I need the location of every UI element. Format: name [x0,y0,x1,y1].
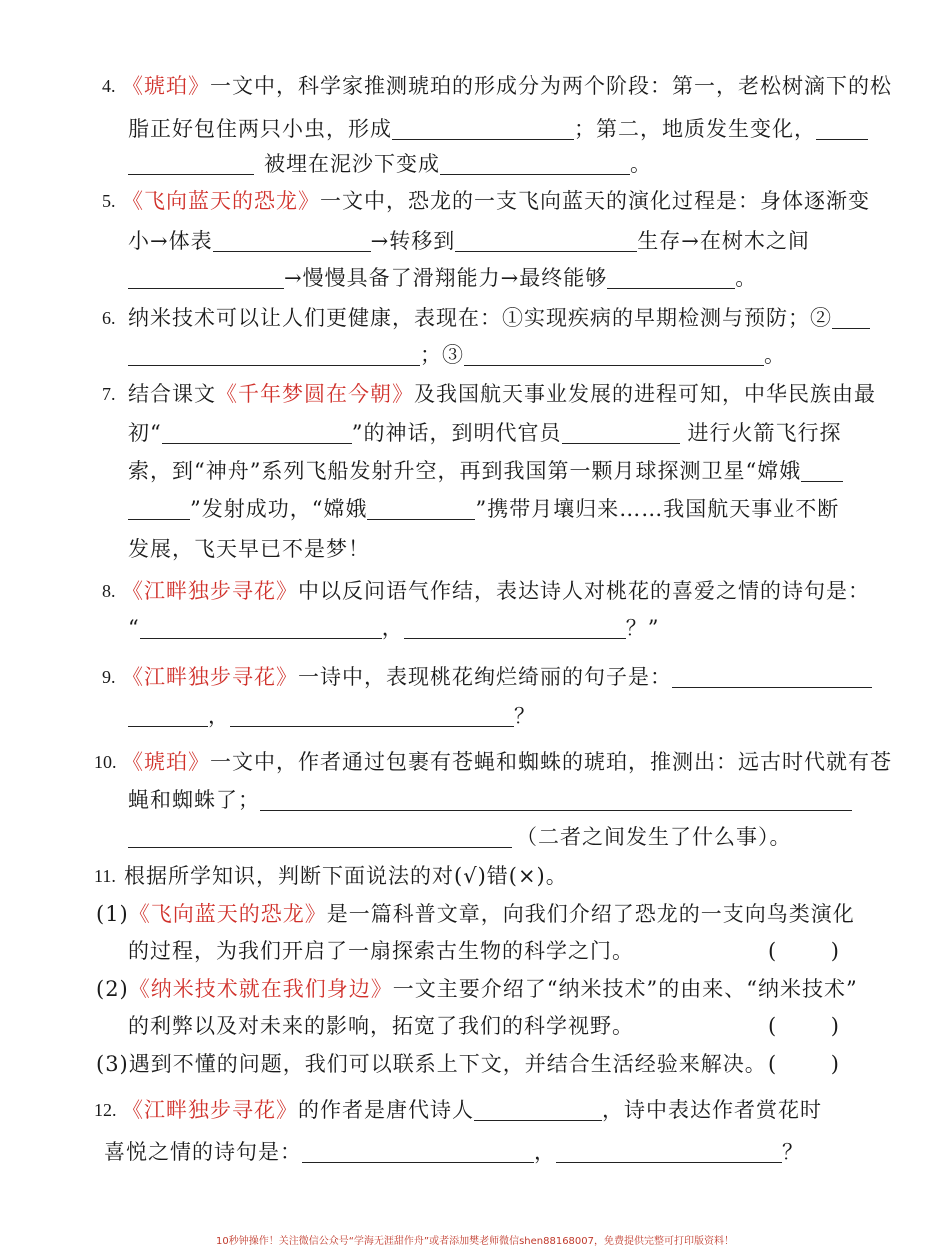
q11-s2-answer-box[interactable]: ( ) [768,1014,840,1038]
q12-lesson-title: 《江畔独步寻花》 [122,1098,298,1122]
q12-blank-3[interactable] [556,1140,782,1163]
q10-number: 10. [94,752,117,772]
q4-lesson-title: 《琥珀》 [122,74,210,98]
q11-s1-lesson-title: 《飞向蓝天的恐龙》 [128,902,327,926]
q7-number: 7. [102,384,116,404]
q12-blank-1[interactable] [474,1098,602,1121]
q6-blank-1[interactable] [832,306,870,329]
q4-blank-1[interactable] [392,117,574,140]
q8-blank-2[interactable] [404,616,626,639]
q5-blank-1[interactable] [213,229,371,252]
q5-blank-2[interactable] [455,229,637,252]
q11-s1-answer-box[interactable]: ( ) [768,939,840,963]
footer-note: 10秒钟操作！关注微信公众号“学海无涯甜作舟”或者添加樊老师微信shen88168007，免费提供完整可打印版资料！ [215,1236,735,1247]
q7-blank-3[interactable] [801,459,843,482]
q11-s2-lesson-title: 《纳米技术就在我们身边》 [128,977,393,1001]
q4-blank-4[interactable] [440,152,630,175]
q6-number: 6. [102,308,116,328]
q9-blank-2[interactable] [128,704,208,727]
q5-blank-3[interactable] [128,266,284,289]
q12-number: 12. [94,1100,117,1120]
q10-lesson-title: 《琥珀》 [122,750,210,774]
q7-blank-5[interactable] [367,497,475,520]
q4-blank-2[interactable] [816,117,868,140]
q10-blank-2[interactable] [128,825,512,848]
q5-lesson-title: 《飞向蓝天的恐龙》 [122,189,320,213]
q11-s3-answer-box[interactable]: ( ) [768,1052,840,1076]
q4-number: 4. [102,76,116,96]
q8-number: 8. [102,581,116,601]
q4-text: 一文中，科学家推测琥珀的形成分为两个阶段：第一，老松树滴下的松 [210,74,892,98]
q12-blank-2[interactable] [302,1140,534,1163]
q8-blank-1[interactable] [140,616,382,639]
worksheet-page: 4. 《琥珀》一文中，科学家推测琥珀的形成分为两个阶段：第一，老松树滴下的松 脂正好包住两只小虫，形成 ；第二，地质发生变化， 被埋在泥沙下变成 。 5. 《飞向蓝天的恐龙》一文中，恐龙的一支飞向蓝天的演化过程是：身体逐渐变 小→体表 →转移到 生存→在树木之间 →慢慢具备了滑翔能力→最终能够 。 6. 纳米技术可以让人们更健康，表现在：①实现疾病的早期检测与预防；② ；③ 。 7. 结合课文《千年梦圆在今朝》及我国航天事业发展的进程可知，中华民族由最 初“ ”的神话，到明代官员 进行火箭飞行探 索，到“神舟”系列飞船发射升空，再到我国第一颗月球探测卫星“嫦娥 ”发射成功，“嫦娥 ”携带月壤归来……我国航天事业不断 发展，飞天早已不是梦！ 8. 《江畔独步寻花》中以反问语气作结，表达诗人对桃花的喜爱之情的诗句是： “ ， ？” 9. 《江畔独步寻花》一诗中，表现桃花绚烂绮丽的句子是： ， ？ 10. 《琥珀》一文中，作者通过包裹有苍蝇和蜘蛛的琥珀，推测出：远古时代就有苍 蝇和蜘蛛了； （二者之间发生了什么事）。 11. 根据所学知识，判断下面说法的对(√)错(×)。 (1)《飞向蓝天的恐龙》是一篇科普文章，向我们介绍了恐龙的一支向鸟类演化 的过程，为我们开启了一扇探索古生物的科学之门。 ( ) (2)《纳米技术就在我们身边》一文主要介绍了“纳米技术”的由来、“纳米技术” 的利弊以及对未来的影响，拓宽了我们的科学视野。 ( ) (3)遇到不懂的问题，我们可以联系上下文，并结合生活经验来解决。 ( ) 12. 《江畔独步寻花》的作者是唐代诗人 ，诗中表达作者赏花时 喜悦之情的诗句是： ， ？ 10秒钟操作！关注微信公众号“学海无涯甜作舟”或者添加樊老师微信shen88168007，免费提供完整可打印版资料！ [0,0,950,1252]
q9-blank-3[interactable] [230,704,514,727]
q6-blank-2[interactable] [128,343,420,366]
q9-lesson-title: 《江畔独步寻花》 [122,665,298,689]
q4-blank-3[interactable] [128,152,254,175]
q5-number: 5. [102,191,116,211]
q5-blank-4[interactable] [607,266,735,289]
q7-blank-2[interactable] [562,421,680,444]
q7-lesson-title: 《千年梦圆在今朝》 [216,382,414,406]
q7-blank-1[interactable] [162,421,352,444]
q7-blank-4[interactable] [128,497,190,520]
q8-lesson-title: 《江畔独步寻花》 [122,579,298,603]
q10-blank-1[interactable] [260,788,852,811]
q6-blank-3[interactable] [464,343,764,366]
q9-blank-1[interactable] [672,665,872,688]
q11-number: 11. [94,866,116,886]
q9-number: 9. [102,667,116,687]
